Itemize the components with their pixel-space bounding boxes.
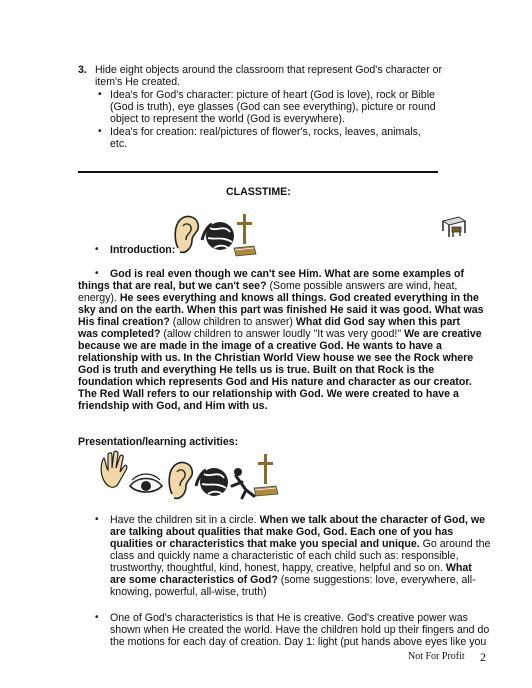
- sub2-line-1: Idea's for creation: real/pictures of flower's, rocks, leaves, animals,: [110, 126, 421, 138]
- p2-line-4: trustworthy, thoughtful, kind, honest, happy, creative, helpful and so on. What: [110, 562, 472, 574]
- p2-line-0: Have the children sit in a circle. When we talk about the character of God, we: [110, 514, 486, 526]
- intro-label: Introduction:: [110, 244, 176, 256]
- footer-text: Not For Profit: [408, 651, 465, 662]
- p1-line-5: was completed? (allow children to answer loudly "It was very good!" We are creative: [78, 328, 482, 340]
- item3-line-2: item's He created.: [95, 76, 181, 88]
- p1-line-11: friendship with God, and Him with us.: [78, 400, 268, 412]
- p1-line-3: sky and on the earth. When this part was finished He said it was good. What was: [78, 304, 484, 316]
- eye-icon: [130, 474, 162, 492]
- bullet-icon: •: [98, 89, 102, 100]
- p1-line-7: relationship with us. In the Christian World View house we see the Rock where: [78, 352, 474, 364]
- p1-line-9: foundation which represents God and His nature and character as our creator.: [78, 376, 472, 388]
- p1-line-4: His final creation? (allow children to answer) What did God say when this part: [78, 316, 461, 328]
- bullet-icon: •: [95, 268, 99, 279]
- p1-line-8: God is truth and everything He tells us is true. Built on that Rock is the: [78, 364, 435, 376]
- p1-line-0: God is real even though we can't see Him. What are some examples of: [110, 268, 464, 280]
- p1-line-1: things that are real, but we can't see? (Some possible answers are wind, heat,: [78, 280, 458, 292]
- bullet-icon: •: [98, 126, 102, 137]
- globe-icon: [202, 222, 234, 250]
- page-number: 2: [480, 650, 486, 664]
- sub1-line-2: (God is truth), eye glasses (God can see everything), picture or round: [110, 101, 436, 113]
- p2-line-6: knowing, powerful, all-wise, truth): [110, 586, 267, 598]
- p1-line-10: The Red Wall refers to our relationship with God. We were created to have a: [78, 388, 459, 400]
- bullet-icon: •: [95, 612, 99, 623]
- classtime-heading: CLASSTIME:: [226, 186, 291, 198]
- bullet-icon: •: [95, 514, 99, 525]
- p3-line-2: the motions for each day of creation. Day 1: light (put hands above eyes like you: [110, 636, 487, 648]
- item-number: 3.: [78, 64, 87, 76]
- school-desk-icon: [441, 215, 467, 239]
- hand-icon: [101, 451, 127, 487]
- bullet-icon: •: [95, 244, 99, 255]
- intro-icons: [172, 210, 257, 258]
- p2-line-1: are talking about qualities that make God, God. Each one of you has: [110, 526, 454, 538]
- item3-line-1: Hide eight objects around the classroom that represent God's character or: [95, 64, 443, 76]
- ear-icon: [175, 217, 198, 253]
- p1-line-6: because we are made in the image of a creative God. He wants to have a: [78, 340, 442, 352]
- sub2-line-2: etc.: [110, 138, 128, 150]
- bible-cross-icon: [254, 454, 278, 496]
- section-divider: [78, 171, 438, 173]
- ear-icon: [169, 463, 192, 499]
- bible-cross-icon: [234, 214, 256, 256]
- globe-icon: [196, 468, 228, 496]
- p2-line-5: are some characteristics of God? (some suggestions: love, everywhere, all-: [110, 574, 476, 586]
- p2-line-3: class and quickly name a characteristic of each child such as: responsible,: [110, 550, 459, 562]
- p3-line-1: shown when He created the world. Have the children hold up their fingers and do: [110, 624, 490, 636]
- sub1-line-1: Idea's for God's character: picture of heart (God is love), rock or Bible: [110, 89, 435, 101]
- person-movement-icon: [232, 468, 254, 498]
- presentation-heading: Presentation/learning activities:: [78, 436, 239, 448]
- p3-line-0: One of God's characteristics is that He is creative. God's creative power was: [110, 612, 468, 624]
- p2-line-2: qualities or characteristics that make you special and unique. Go around the: [110, 538, 491, 550]
- presentation-icons: [96, 450, 282, 502]
- sub1-line-3: object to represent the world (God is everywhere).: [110, 113, 345, 125]
- p1-line-2: energy). He sees everything and knows all things. God created everything in the: [78, 292, 479, 304]
